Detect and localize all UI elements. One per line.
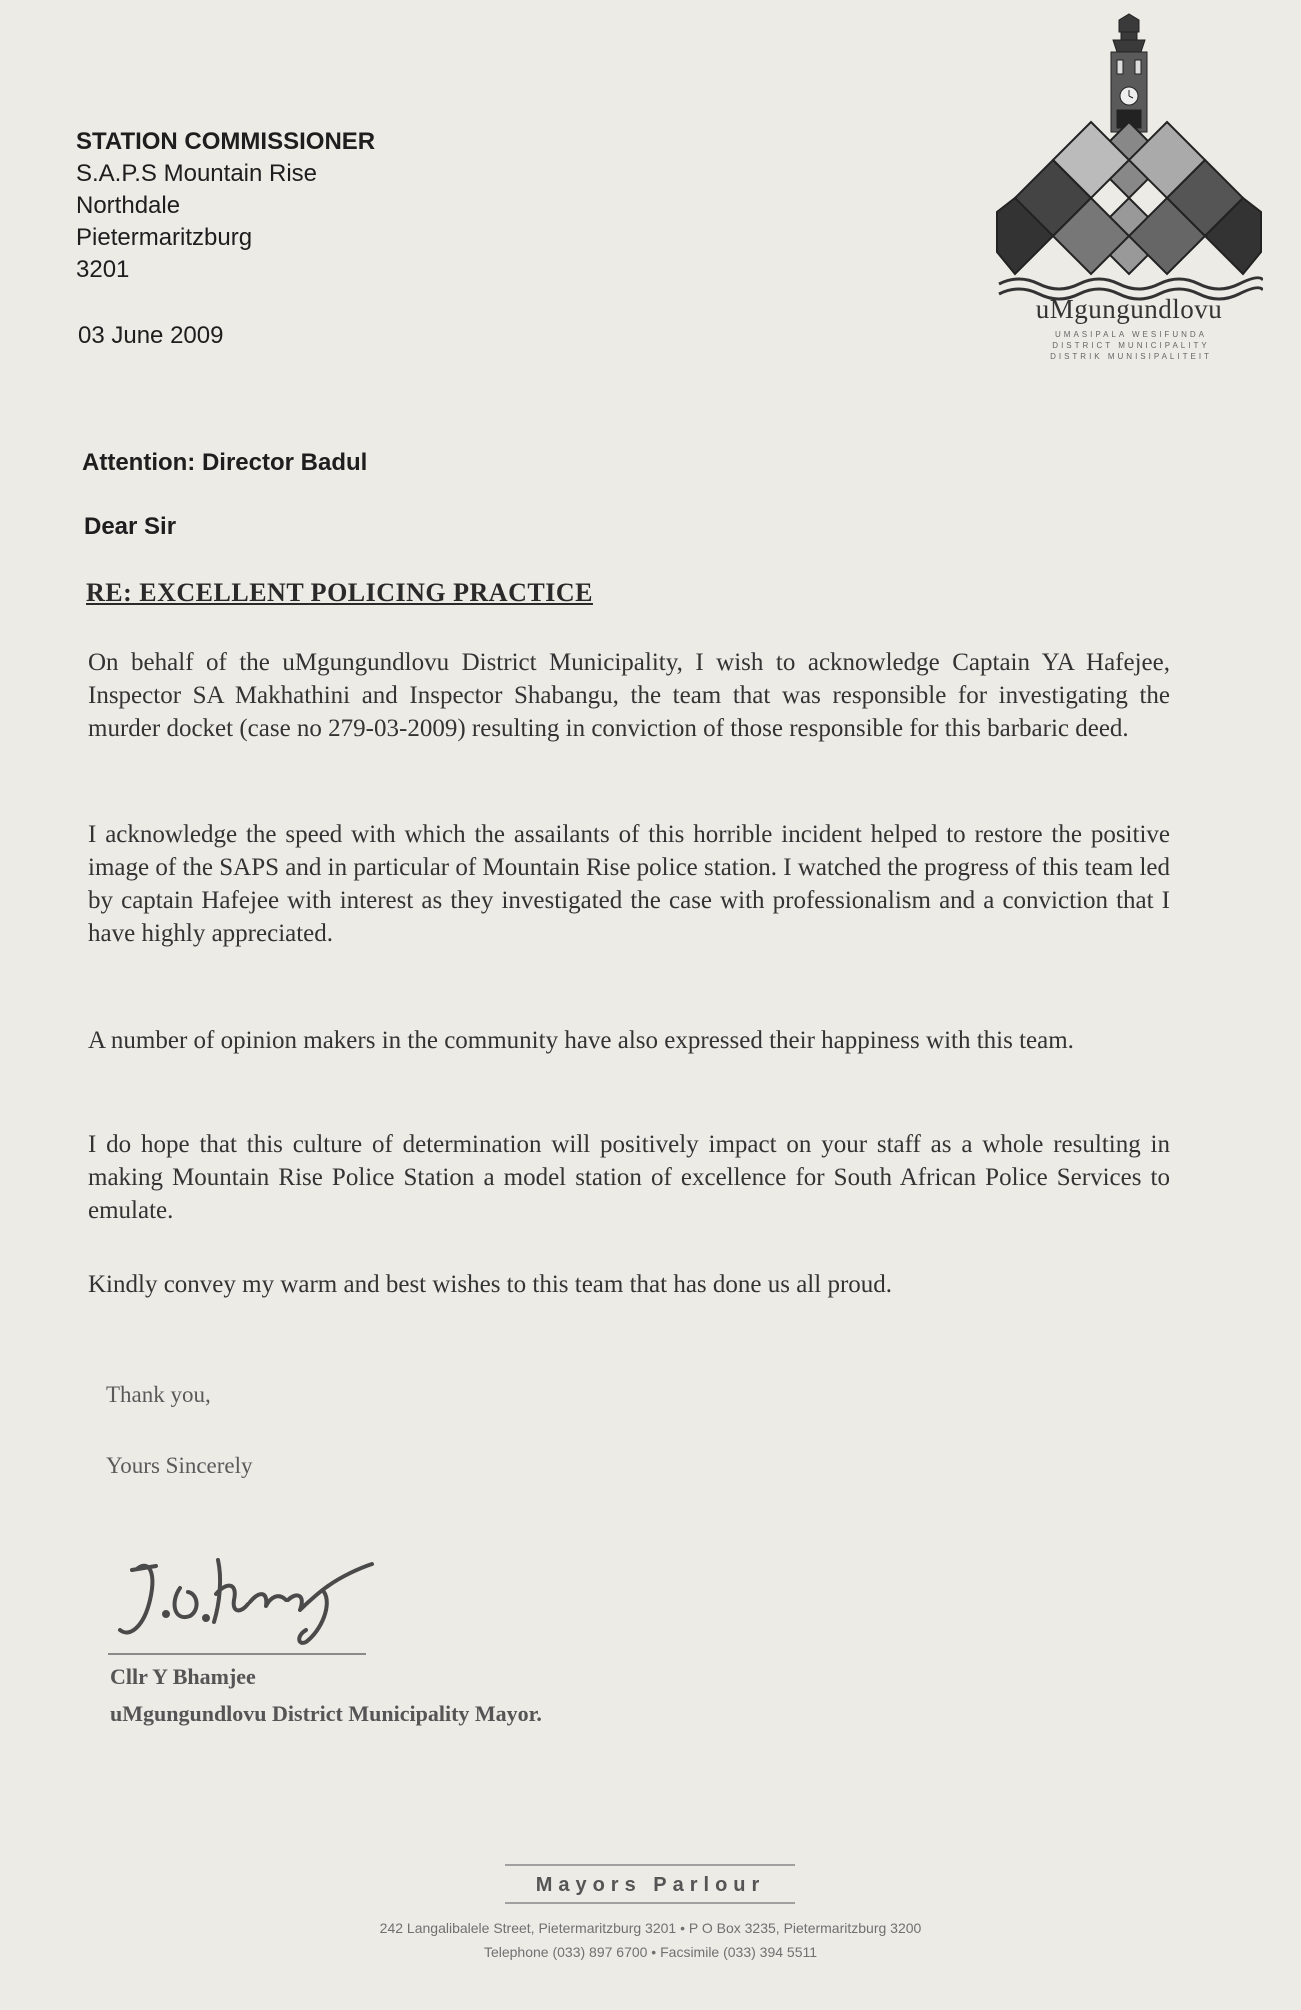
closing-sign-off: Yours Sincerely (106, 1453, 253, 1478)
logo-subtitle-1: UMASIPALA WESIFUNDA (1055, 330, 1207, 339)
body-paragraph-2: I acknowledge the speed with which the assailants of this horrible incident helped to restore the positive image of the SAPS and in particular of Mountain Rise police station. I watched the progress of this team led by captain Hafejee with interest as they investigated the case with professionalism and a conviction that I have highly appreciated. (88, 821, 1170, 947)
address-line-2: S.A.P.S Mountain Rise (76, 160, 318, 187)
municipality-logo (995, 12, 1263, 382)
signer-name: Cllr Y Bhamjee (110, 1664, 256, 1689)
footer-contact: Telephone (033) 897 6700 • Facsimile (033) 394 5511 (483, 1944, 818, 1960)
logo-wordmark: uMgungundlovu (1035, 294, 1223, 324)
footer-rule-bottom (505, 1902, 795, 1904)
footer-rule-top (505, 1864, 795, 1866)
address-line-5: 3201 (76, 256, 130, 283)
letter-date: 03 June 2009 (78, 322, 224, 349)
salutation: Dear Sir (84, 513, 177, 540)
clock-tower (1111, 14, 1147, 132)
address-line-4: Pietermaritzburg (76, 224, 253, 251)
signature-line (108, 1653, 366, 1655)
body-paragraph-5: Kindly convey my warm and best wishes to this team that has done us all proud. (88, 1271, 893, 1298)
body-paragraph-4: I do hope that this culture of determination will positively impact on your staff as a whole resulting in making Mountain Rise Police Station a model station of excellence for South African Police Services to emulate. (88, 1131, 1170, 1224)
recipient-address (76, 126, 375, 286)
address-line-1: STATION COMMISSIONER (76, 128, 376, 155)
diamond-panels (997, 122, 1261, 274)
logo-subtitle-2: DISTRICT MUNICIPALITY (1052, 341, 1210, 350)
address-line-3: Northdale (76, 192, 181, 219)
signer-title: uMgungundlovu District Municipality Mayor. (110, 1701, 542, 1726)
body-paragraph-3: A number of opinion makers in the community have also expressed their happiness with this team. (88, 1027, 1074, 1054)
attention-line: Attention: Director Badul (82, 449, 368, 476)
handwritten-signature (110, 1530, 380, 1650)
subject-heading: RE: EXCELLENT POLICING PRACTICE (86, 578, 593, 607)
footer-title: Mayors Parlour (535, 1874, 766, 1896)
footer-address: 242 Langalibalele Street, Pietermaritzburg 3201 • P O Box 3235, Pietermaritzburg 3200 (379, 1920, 922, 1936)
logo-subtitle-3: DISTRIK MUNISIPALITEIT (1050, 352, 1212, 361)
closing-thanks: Thank you, (106, 1382, 211, 1407)
body-paragraph-1: On behalf of the uMgungundlovu District Municipality, I wish to acknowledge Captain YA Hafejee, Inspector SA Makhathini and Inspector Shabangu, the team that was responsible for investigating the murder docket (case no 279-03-2009) resulting in conviction of those responsible for this barbaric deed. (88, 649, 1170, 742)
